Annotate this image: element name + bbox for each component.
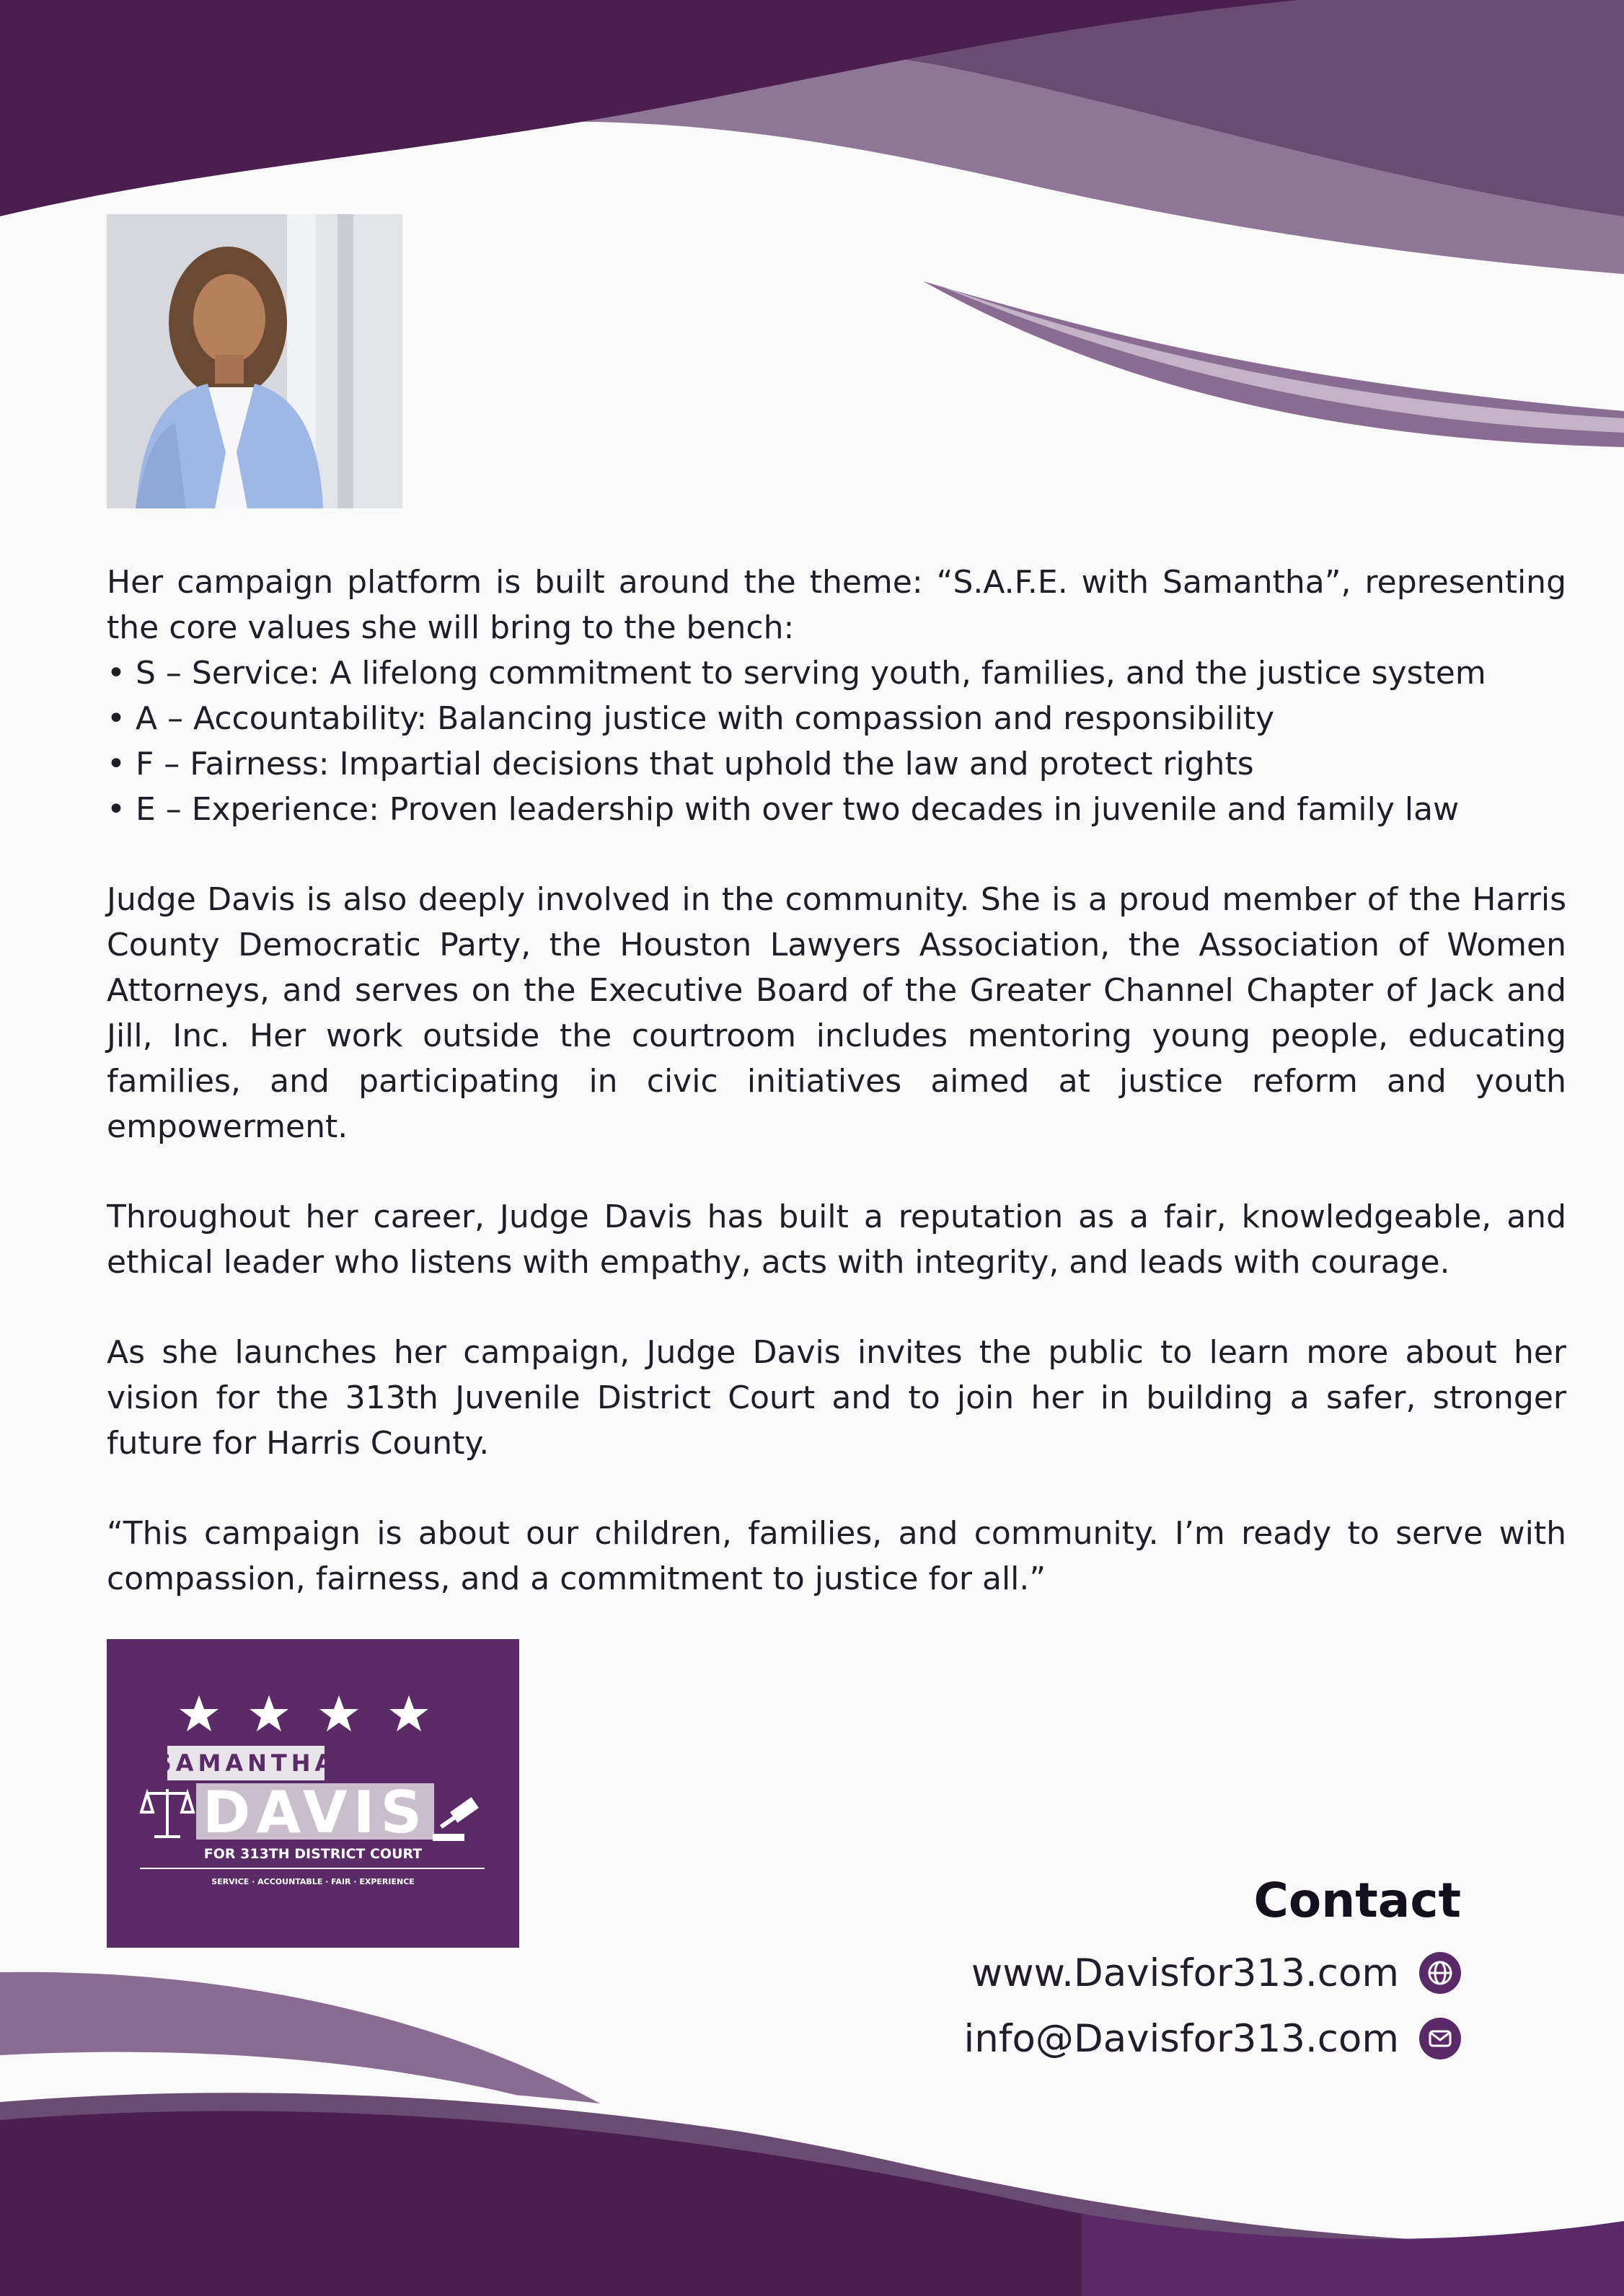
value-item-accountability: • A – Accountability: Balancing justice with compassion and responsibility	[107, 700, 1275, 737]
launch-paragraph: As she launches her campaign, Judge Davis invites the public to learn more about her vision for the 313th Juvenile District Court and to join her in building a safer, stronger future for Harris County.	[107, 1334, 1566, 1462]
contact-email-row	[964, 2010, 1461, 2067]
contact-email[interactable]: info@Davisfor313.com	[963, 2016, 1399, 2061]
campaign-logo-art	[107, 1639, 519, 1948]
portrait-photo	[107, 214, 402, 508]
logo-tagline: SERVICE · ACCOUNTABLE · FAIR · EXPERIENCE	[211, 1877, 415, 1886]
article-body	[107, 560, 1566, 1602]
campaign-logo	[107, 1639, 519, 1948]
value-item-experience: • E – Experience: Proven leadership with over two decades in juvenile and family law	[107, 791, 1460, 828]
bottom-right-purple	[1082, 2214, 1624, 2296]
globe-icon	[1419, 1952, 1461, 1994]
mail-icon	[1419, 2018, 1461, 2059]
star-icon	[180, 1695, 428, 1731]
value-item-fairness: • F – Fairness: Impartial decisions that uphold the law and protect rights	[107, 746, 1254, 782]
logo-court: FOR 313TH DISTRICT COURT	[203, 1846, 423, 1862]
contact-website[interactable]: www.Davisfor313.com	[971, 1951, 1399, 1995]
contact-title: Contact	[1253, 1873, 1461, 1928]
value-item-service: • S – Service: A lifelong commitment to serving youth, families, and the justice system	[107, 655, 1486, 692]
reputation-paragraph: Throughout her career, Judge Davis has built a reputation as a fair, knowledgeable, and ethical leader who listens with empathy, acts with integrity, and leads with courage.	[107, 1198, 1566, 1281]
quote-paragraph: “This campaign is about our children, families, and community. I’m ready to serve with compassion, fairness, and a commitment to justice for all.”	[107, 1515, 1566, 1597]
gavel-icon	[433, 1797, 479, 1841]
logo-last-name: DAVIS	[202, 1779, 428, 1846]
contact-website-row	[971, 1944, 1461, 2002]
scales-icon	[141, 1789, 193, 1837]
platform-intro: Her campaign platform is built around the theme: “S.A.F.E. with Samantha”, representing the core values she will bring to the bench:	[107, 564, 1566, 646]
logo-first-name: SAMANTHA	[154, 1749, 337, 1777]
community-paragraph: Judge Davis is also deeply involved in the community. She is a proud member of the Harris County Democratic Party, the Houston Lawyers Association, the Association of Women Attorneys, and serves on the Executive Board of the Greater Channel Chapter of Jack and Jill, Inc. Her work outside the courtroom includes mentoring young people, educating families, and participating in civic initiatives aimed at justice reform and youth empowerment.	[107, 881, 1566, 1145]
values-list	[107, 650, 1566, 832]
